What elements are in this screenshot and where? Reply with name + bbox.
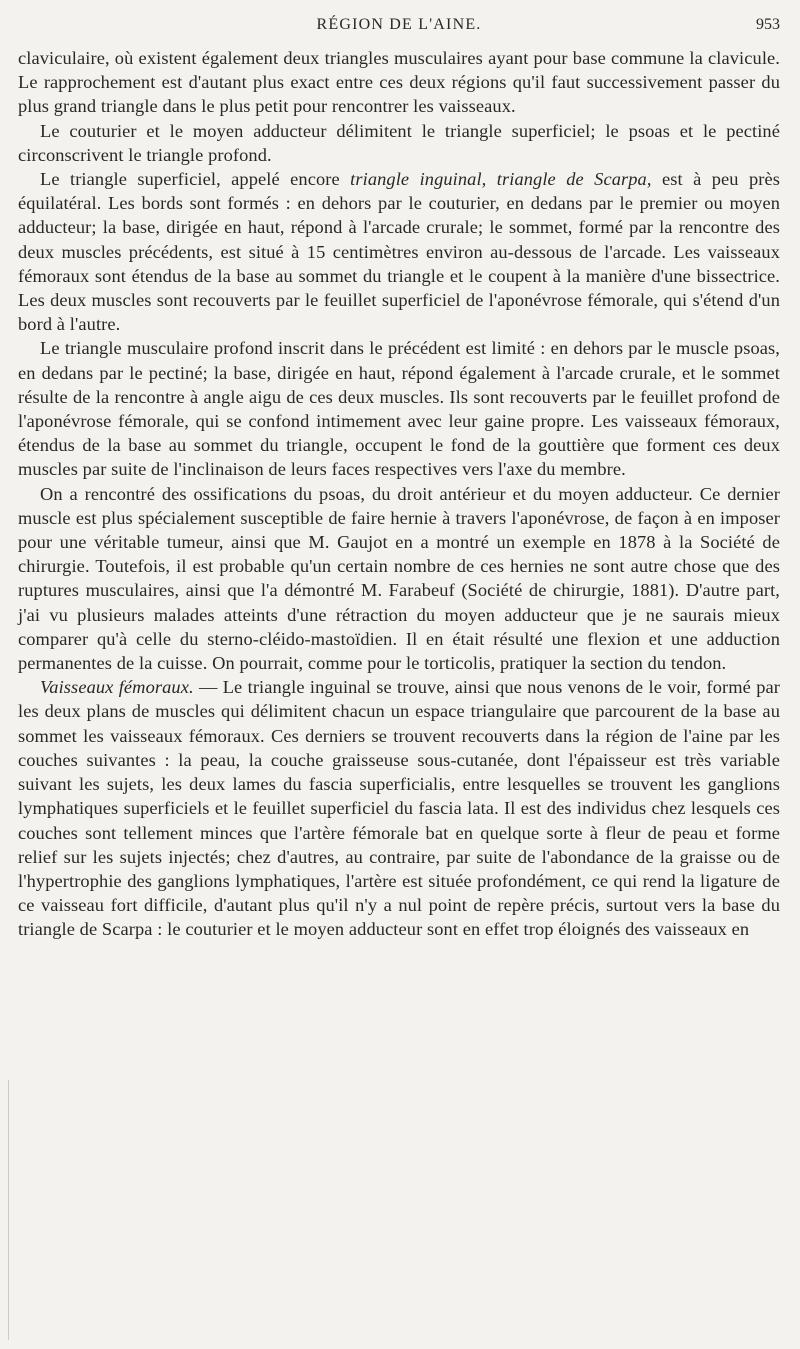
paragraph-1-text: claviculaire, où existent également deux triangles musculaires ayant pour base commune la clavicule. Le rapprochement est d'autant plus exact entre ces deux régions qu'il faut successivement passer du plus grand triangle dans le plus petit pour rencontrer les vaisseaux.: [18, 48, 780, 117]
paragraph-6-text: — Le triangle inguinal se trouve, ainsi que nous venons de le voir, formé par les deux plans de muscles qui délimitent chacun un espace triangulaire que parcourent de la base au sommet les vaisseaux fémoraux. Ces derniers se trouvent recouverts dans la région de l'aine par les couches suivantes : la peau, la couche graisseuse sous-cutanée, dont l'épaisseur est très variable suivant les sujets, les deux lames du fascia superficialis, entre lesquelles se trouvent les ganglions lymphatiques superficiels et le feuillet superficiel du fascia lata. Il est des individus chez lesquels ces couches sont tellement minces que l'artère fémorale bat en quelque sorte à fleur de peau et forme relief sur les sujets injectés; chez d'autres, au contraire, par suite de l'abondance de la graisse ou de l'hypertrophie des ganglions lymphatiques, l'artère est située profondément, ce qui rend la ligature de ce vaisseau fort difficile, d'autant plus qu'il n'y a nul point de repère précis, surtout vers la base du triangle de Scarpa : le couturier et le moyen adducteur sont en effet trop éloignés des vaisseaux en: [18, 677, 780, 940]
section-heading-vaisseaux: Vaisseaux fémoraux.: [40, 677, 194, 698]
paragraph-6: [18, 675, 780, 941]
margin-rule: [8, 1080, 9, 1340]
paragraph-2-text: Le couturier et le moyen adducteur délimitent le triangle superficiel; le psoas et le pectiné circonscrivent le triangle profond.: [18, 120, 780, 165]
paragraph-5: [18, 482, 780, 676]
paragraph-3-italic-term: triangle inguinal, triangle de Scarpa: [350, 169, 647, 190]
page-header: [18, 16, 780, 42]
paragraph-3-text-start: Le triangle superficiel, appelé encore: [40, 169, 351, 190]
running-title: RÉGION DE L'AINE.: [316, 16, 482, 33]
paragraph-4: [18, 336, 780, 481]
paragraph-3-text-rest: , est à peu près équilatéral. Les bords sont formés : en dehors par le couturier, en dedans par le premier ou moyen adducteur; la base, dirigée en haut, répond à l'arcade crurale; le sommet, formé par la rencontre des deux muscles précédents, est situé à 15 centimètres environ au-dessous de l'arcade. Les vaisseaux fémoraux sont étendus de la base au sommet du triangle et le coupent à la manière d'une bissectrice. Les deux muscles sont recouverts par le feuillet superficiel de l'aponévrose fémorale, qui s'étend d'un bord à l'autre.: [18, 169, 781, 335]
body-text: [18, 46, 780, 942]
page-number: 953: [756, 16, 780, 33]
paragraph-1: [18, 46, 780, 119]
paragraph-4-text: Le triangle musculaire profond inscrit dans le précédent est limité : en dehors par le muscle psoas, en dedans par le pectiné; la base, dirigée en haut, répond également à l'arcade crurale, et le sommet résulte de la rencontre à angle aigu de ces deux muscles. Ils sont recouverts par le feuillet profond de l'aponévrose fémorale, qui se confond intimement avec leur gaine propre. Les vaisseaux fémoraux, étendus de la base au sommet du triangle, occupent le fond de la gouttière que forment ces deux muscles par suite de l'inclinaison de leurs faces respectives vers l'axe du membre.: [18, 338, 780, 480]
paragraph-5-text: On a rencontré des ossifications du psoas, du droit antérieur et du moyen adducteur. Ce dernier muscle est plus spécialement susceptible de faire hernie à travers l'aponévrose, de façon à en imposer pour une véritable tumeur, ainsi que M. Gaujot en a montré un exemple en 1878 à la Société de chirurgie. Toutefois, il est probable qu'un certain nombre de ces hernies ne sont autre chose que des ruptures musculaires, ainsi que l'a démontré M. Farabeuf (Société de chirurgie, 1881). D'autre part, j'ai vu plusieurs malades atteints d'une rétraction du moyen adducteur que je ne saurais mieux comparer qu'à celle du sterno-cléido-mastoïdien. Il en était résulté une flexion et une adduction permanentes de la cuisse. On pourrait, comme pour le torticolis, pratiquer la section du tendon.: [18, 483, 780, 674]
paragraph-2: [18, 119, 780, 167]
paragraph-3: [18, 167, 780, 336]
